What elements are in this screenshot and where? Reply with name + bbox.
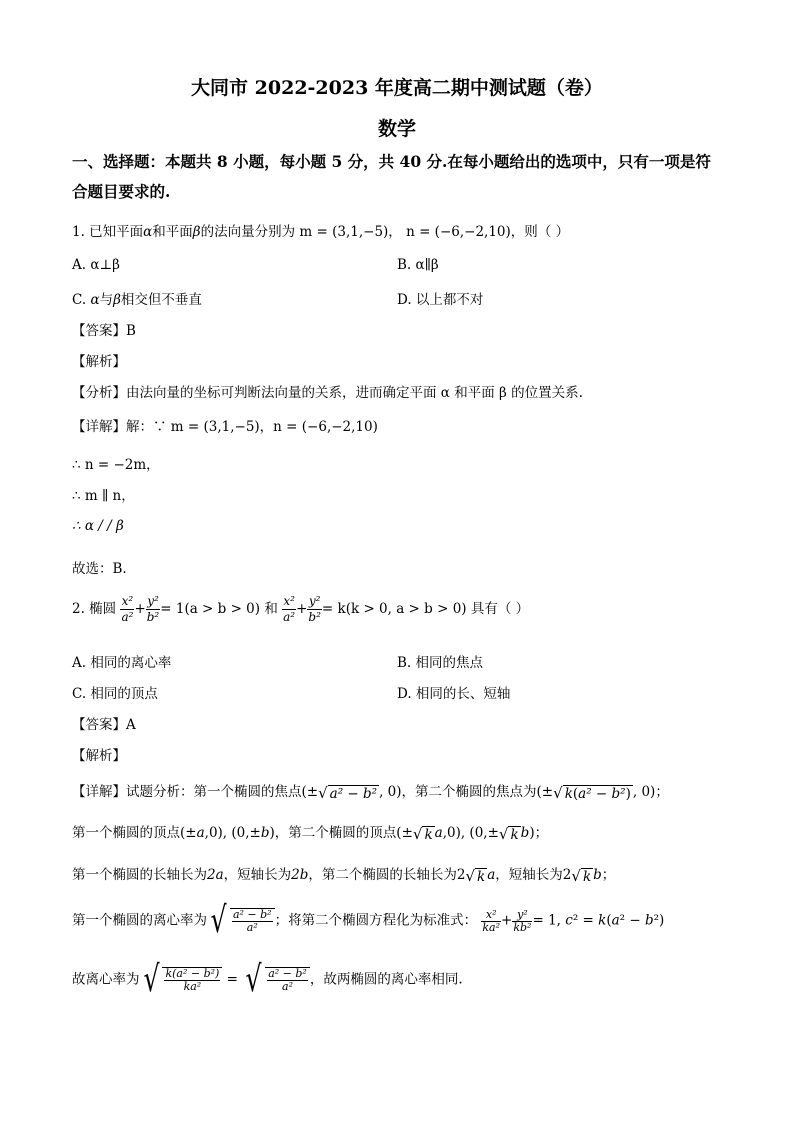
q2-formula: 2√ k b [562, 866, 602, 885]
q2-fraction: $\frac{\text{x²}}{\text{ka²}}$ [482, 907, 501, 934]
q2-formula: 2√ k a [456, 866, 496, 885]
q2-formula: (±√ a² − b² , 0) [301, 783, 402, 802]
section-heading-line1: 一、选择题：本题共 8 小题，每小题 5 分，共 40 分.在每小题给出的选项中，只有一项是符 [72, 152, 711, 171]
q2-line5-a: 故离心率为 [72, 971, 140, 988]
q1-fenxi-text: 由法向量的坐标可判断法向量的关系，进而确定平面 α 和平面 β 的位置关系. [126, 385, 583, 401]
q1-n-vector: n = (−6,−2,10) [406, 224, 511, 240]
q1-option-c: C. α与β相交但不垂直 [72, 292, 202, 308]
q1-m-vector: m = (3,1,−5) [299, 224, 389, 240]
q2-formula: 2b [291, 867, 309, 883]
q1-option-b: B. α∥β [397, 257, 439, 273]
q1-detail-line1: 解：∵ m = (3,1,−5)，n = (−6,−2,10) [126, 419, 378, 435]
q2-answer [72, 713, 136, 733]
q1-option-d: D. 以上都不对 [397, 292, 484, 308]
q2-option-a: A. 相同的离心率 [72, 655, 172, 671]
q1-stem-c: 的法向量分别为 [200, 224, 296, 240]
q2-detail-line2: 第一个椭圆的顶点(±a,0), (0,±b)，第二个椭圆的顶点(±√ k a,0), (0,±√ k b)； [72, 824, 549, 843]
q1-choose: 故选：B. [72, 561, 127, 577]
q1-answer-label: 【答案】 [72, 323, 126, 339]
q1-fenxi [72, 381, 583, 401]
q2-formula: (±√ k(a² − b²) , 0) [536, 783, 656, 802]
q2-line4-b: ；将第二个椭圆方程化为标准式： [274, 912, 478, 929]
section-heading-line2: 合题目要求的. [72, 182, 171, 201]
q2-line4-a: 第一个椭圆的离心率为 [72, 912, 207, 929]
q2-answer-value: A [126, 717, 136, 733]
q1-option-c-pre: C. [72, 292, 91, 308]
q2-line3-a: 第一个椭圆的长轴长为 [72, 867, 207, 883]
q2-line3-c: ，第二个椭圆的长轴长为 [308, 867, 457, 883]
q2-fraction: $\frac{\text{y²}}{\text{b²}}$ [308, 594, 321, 624]
page-title: 大同市 2022-2023 年度高二期中测试题（卷） [191, 77, 603, 99]
q2-fraction: $\frac{\text{x²}}{\text{a²}}$ [121, 594, 134, 624]
q2-line2-b: ，第二个椭圆的顶点 [274, 825, 397, 841]
q2-formula: √ $\frac{\text{k(a² − b²)}}{\text{ka²}}$ [140, 962, 223, 998]
q2-line3-b: ，短轴长为 [223, 867, 292, 883]
q1-option-c-mid: 与 [99, 292, 114, 308]
q2-line3-d: ，短轴长为 [495, 867, 563, 883]
q2-fraction: $\frac{\text{x²}}{\text{a²}}$ [283, 594, 296, 624]
q2-detail-line1: 【详解】试题分析：第一个椭圆的焦点(±√ a² − b² , 0)，第二个椭圆的焦点为(±√ k(a² − b²) , 0)； [72, 783, 669, 802]
q2-detail-line5: 故离心率为√ $\frac{\text{k(a² − b²)}}{\text{ka²}}$ = √ $\frac{\text{a² − b²}}{\text{a²}}$ ，故两椭圆的离心率相同. [72, 959, 463, 1000]
q2-formula: (±a,0), (0,±b) [180, 825, 275, 841]
q2-option-b: B. 相同的焦点 [397, 655, 484, 671]
q1-analysis-label: 【解析】 [72, 354, 126, 370]
q2-analysis-label: 【解析】 [72, 748, 126, 764]
page-subtitle: 数学 [377, 118, 416, 140]
q2-num: 2. 椭圆 [72, 601, 117, 617]
q1-fenxi-label: 【分析】 [72, 385, 126, 401]
q1-stem-b: 和平面 [152, 224, 193, 240]
q2-detail-label: 【详解】 [72, 784, 126, 800]
q2-line2-a: 第一个椭圆的顶点 [72, 825, 180, 841]
q1-answer-value: B [126, 323, 136, 339]
q2-detail-line3: 第一个椭圆的长轴长为2a，短轴长为2b，第二个椭圆的长轴长为2√ k a，短轴长为2√ k b； [72, 866, 616, 885]
q1-answer [72, 319, 136, 339]
q2-fraction: $\frac{\text{y²}}{\text{kb²}}$ [513, 907, 532, 934]
q2-formula: (±√ k a,0), (0,±√ k b) [396, 824, 535, 843]
q2-line1-b: ，第二个椭圆的焦点为 [401, 784, 537, 800]
q1-detail-line2: ∴ n = −2m， [72, 457, 160, 473]
q1-detail-line3: ∴ m ∥ n， [72, 488, 135, 504]
q1-detail-line4: ∴ α / / β [72, 518, 124, 534]
q2-cond2: = k(k > 0, a > b > 0) 具有（ ） [321, 601, 530, 617]
q2-fraction: $\frac{\text{y²}}{\text{b²}}$ [146, 594, 160, 624]
q2-formula: = 1, c² = k(a² − b²) [532, 912, 665, 929]
q2-option-d: D. 相同的长、短轴 [397, 686, 511, 702]
q2-line5-b: ，故两椭圆的离心率相同. [309, 971, 463, 988]
q2-stem: 2. 椭圆 $\frac{\text{x²}}{\text{a²}}$ + $\frac{\text{y²}}{\text{b²}}$ = 1(a > b > 0) 和 $\frac{\text{x²}}{\text{a²}}$ + $\frac{\text{y²}}{\text{b²}}$ = k(k > 0, a > b > 0) 具有（ ） [72, 594, 530, 624]
q2-option-c: C. 相同的顶点 [72, 686, 158, 702]
q2-formula: √ $\frac{\text{a² − b²}}{\text{a²}}$ [207, 903, 275, 939]
q1-stem: 1. 已知平面α和平面β的法向量分别为 m = (3,1,−5)， n = (−6,−2,10)，则（ ） [72, 224, 570, 240]
q1-detail [72, 415, 378, 435]
q2-detail-line4: 第一个椭圆的离心率为√ $\frac{\text{a² − b²}}{\text{a²}}$ ；将第二个椭圆方程化为标准式： $\frac{\text{x²}}{\text{ka²}}$ + $\frac{\text{y²}}{\text{kb²}}$ = 1, c² = k(a² − b²) [72, 900, 665, 941]
q1-detail-label: 【详解】 [72, 419, 126, 435]
q2-formula: √ $\frac{\text{a² − b²}}{\text{a²}}$ [242, 962, 310, 998]
q1-option-c-post: 相交但不垂直 [120, 292, 202, 308]
q2-answer-label: 【答案】 [72, 717, 126, 733]
q2-line1-a: 试题分析：第一个椭圆的焦点 [126, 784, 302, 800]
q1-stem-a: 1. 已知平面 [72, 224, 144, 240]
q1-option-a: A. α⊥β [72, 257, 120, 273]
q2-cond1: = 1(a > b > 0) 和 [160, 601, 278, 617]
q2-formula: 2a [207, 867, 224, 883]
q1-stem-d: ，则（ ） [510, 224, 570, 240]
